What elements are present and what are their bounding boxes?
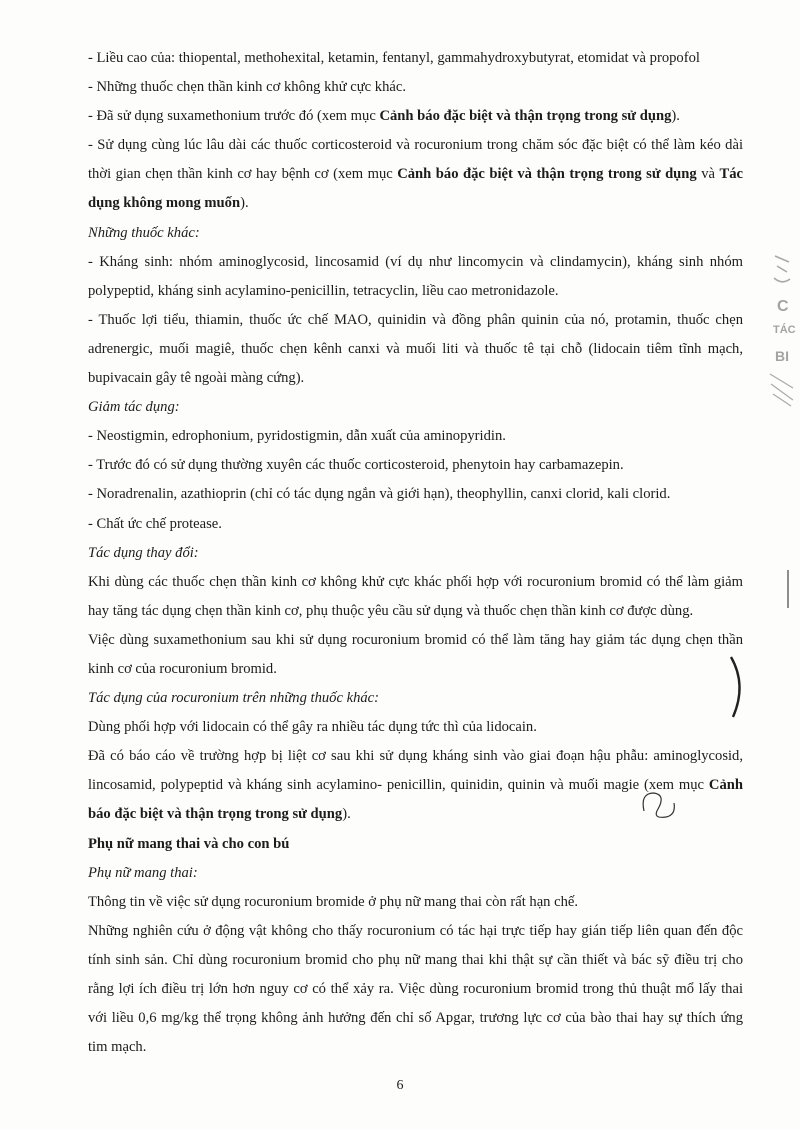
- text-run: Đã có báo cáo về trường hợp bị liệt cơ sau khi sử dụng kháng sinh vào giai đoạn hậu phẫu: aminoglycosid, lincosamid, polypeptid và kháng sinh acylamino- penicillin, quinidin, quinin và muối magie (xem mục: [88, 748, 743, 794]
- text-run: Thông tin về việc sử dụng rocuronium bromide ở phụ nữ mang thai còn rất hạn chế.: [88, 893, 579, 910]
- paragraph: [88, 306, 743, 393]
- page-number: 6: [396, 1078, 404, 1093]
- section-heading: [88, 830, 743, 859]
- text-run: Việc dùng suxamethonium sau khi sử dụng rocuronium bromid có thể làm tăng hay giảm tác dụng chẹn thần kinh cơ của rocuronium bromid.: [88, 631, 743, 677]
- text-run: Tác dụng của rocuronium trên những thuốc khác:: [88, 690, 380, 707]
- paragraph: [88, 480, 743, 509]
- text-run: - Đã sử dụng suxamethonium trước đó (xem mục: [88, 108, 380, 125]
- bold-reference: Cảnh báo đặc biệt và thận trọng trong sử dụng: [379, 108, 672, 125]
- paragraph: [88, 422, 743, 451]
- text-run: Những thuốc khác: [88, 224, 195, 241]
- paragraph: [88, 248, 743, 306]
- text-run: Giảm tác dụng:: [88, 399, 180, 416]
- paragraph: [88, 888, 743, 917]
- bold-reference: Cảnh báo đặc biệt và thận trọng trong sử dụng: [88, 777, 743, 823]
- paragraph: [88, 451, 743, 480]
- text-run: Dùng phối hợp với lidocain có thể gây ra nhiều tác dụng tức thì của lidocain.: [88, 719, 537, 736]
- text-run: - Kháng sinh: nhóm aminoglycosid, lincosamid (ví dụ như lincomycin và clindamycin), kháng sinh nhóm polypeptid, kháng sinh acylamino-penicillin, tetracyclin, liều cao metronidazole.: [88, 253, 743, 299]
- text-run: ).: [240, 195, 249, 212]
- text-run: :: [194, 224, 200, 241]
- text-run: - Sử dụng cùng lúc lâu dài các thuốc corticosteroid và rocuronium trong chăm sóc đặc biệt có thể làm kéo dài thời gian chẹn thần kinh cơ hay bệnh cơ (xem mục: [88, 137, 743, 183]
- text-run: - Những thuốc chẹn thần kinh cơ không khử cực khác.: [88, 79, 406, 96]
- paragraph: [88, 102, 743, 131]
- text-run: Khi dùng các thuốc chẹn thần kinh cơ không khử cực khác phối hợp với rocuronium bromid có thể làm giảm hay tăng tác dụng chẹn thần kinh cơ, phụ thuộc yêu cầu sử dụng và thuốc chẹn thần kinh cơ được dùng.: [88, 573, 743, 619]
- text-run: - Thuốc lợi tiểu, thiamin, thuốc ức chế MAO, quinidin và đồng phân quinin của nó, protamin, thuốc chẹn adrenergic, muối magiê, thuốc chẹn kênh canxi và muối liti và thuốc tê tại chỗ (lidocain tiêm tĩnh mạch, bupivacain gây tê ngoài màng cứng).: [88, 311, 743, 387]
- handwritten-bracket-icon: [727, 655, 751, 721]
- text-run: - Trước đó có sử dụng thường xuyên các thuốc corticosteroid, phenytoin hay carbamazepin.: [88, 457, 624, 474]
- stamp-mark-icon: [769, 252, 795, 288]
- handwritten-scribble-icon: [636, 785, 682, 825]
- text-run: Phụ nữ mang thai:: [88, 864, 198, 881]
- paragraph: [88, 568, 743, 626]
- paragraph: [88, 713, 743, 742]
- subheading: [88, 393, 743, 422]
- text-run: Phụ nữ mang thai và cho con bú: [88, 835, 290, 852]
- stamp-arc-icon: [767, 370, 797, 410]
- text-run: - Noradrenalin, azathioprin (chỉ có tác dụng ngắn và giới hạn), theophyllin, canxi clorid, kali clorid.: [88, 486, 671, 503]
- text-run: - Neostigmin, edrophonium, pyridostigmin, dẫn xuất của aminopyridin.: [88, 428, 506, 445]
- stamp-fragment: [765, 252, 800, 412]
- text-run: - Chất ức chế protease.: [88, 515, 222, 532]
- text-run: Tác dụng thay đổi:: [88, 544, 199, 561]
- paragraph: [88, 73, 743, 102]
- subheading: [88, 539, 743, 568]
- bold-reference: Cảnh báo đặc biệt và thận trọng trong sử dụng: [397, 166, 697, 183]
- paragraph: [88, 131, 743, 218]
- paragraph: [88, 917, 743, 1062]
- text-run: và: [696, 166, 720, 183]
- text-run: ).: [671, 108, 680, 125]
- stamp-letter-bi: BI: [775, 348, 789, 364]
- text-run: ).: [342, 806, 351, 823]
- subheading: [88, 684, 743, 713]
- paragraph: [88, 626, 743, 684]
- stamp-letter-tac: TÁC: [773, 324, 796, 336]
- stamp-letter-c: C: [777, 298, 789, 315]
- paragraph: [88, 44, 743, 73]
- body-text: [88, 44, 743, 1062]
- text-run: - Liều cao của: thiopental, methohexital, ketamin, fentanyl, gammahydroxybutyrat, etomidat và propofol: [88, 50, 700, 66]
- subheading: [88, 859, 743, 888]
- subheading: [88, 219, 743, 248]
- edge-mark-icon: [782, 568, 794, 612]
- text-run: Những nghiên cứu ở động vật không cho thấy rocuronium có tác hại trực tiếp hay gián tiếp liên quan đến độc tính sinh sản. Chỉ dùng rocuronium bromid cho phụ nữ mang thai khi thật sự cần thiết và bác sỹ điều trị cho rằng lợi ích điều trị lớn hơn nguy cơ có thể xảy ra. Việc dùng rocuronium bromid trong thủ thuật mổ lấy thai với liều 0,6 mg/kg thể trọng không ảnh hưởng đến chỉ số Apgar, trương lực cơ của bào thai hay sự thích ứng tim mạch.: [88, 922, 743, 1056]
- paragraph: [88, 510, 743, 539]
- bold-reference: Tác dụng không mong muốn: [88, 166, 743, 212]
